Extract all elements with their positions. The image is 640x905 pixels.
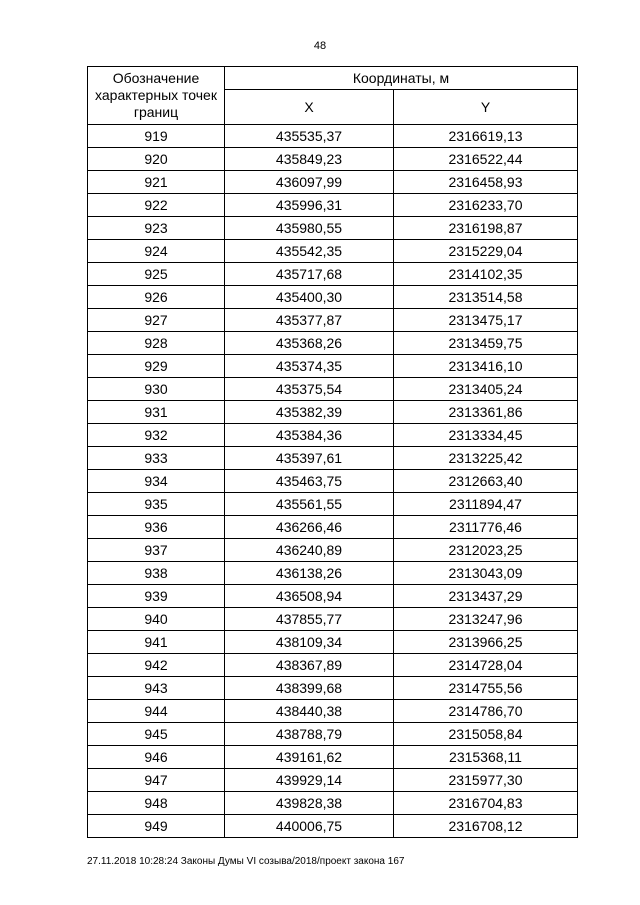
y-coordinate-cell: 2316522,44 bbox=[394, 148, 578, 171]
x-coordinate-cell: 436266,46 bbox=[225, 516, 394, 539]
y-coordinate-cell: 2315977,30 bbox=[394, 769, 578, 792]
x-coordinate-cell: 438367,89 bbox=[225, 654, 394, 677]
page-number: 48 bbox=[313, 40, 327, 52]
y-coordinate-cell: 2314728,04 bbox=[394, 654, 578, 677]
x-coordinate-cell: 435368,26 bbox=[225, 332, 394, 355]
point-id-cell: 948 bbox=[88, 792, 225, 815]
point-id-cell: 928 bbox=[88, 332, 225, 355]
x-coordinate-cell: 435996,31 bbox=[225, 194, 394, 217]
y-coordinate-cell: 2312663,40 bbox=[394, 470, 578, 493]
point-id-cell: 938 bbox=[88, 562, 225, 585]
y-coordinate-cell: 2315368,11 bbox=[394, 746, 578, 769]
table-row bbox=[88, 608, 578, 631]
table-row bbox=[88, 148, 578, 171]
x-coordinate-cell: 436097,99 bbox=[225, 171, 394, 194]
x-coordinate-cell: 435849,23 bbox=[225, 148, 394, 171]
y-header: Y bbox=[394, 90, 578, 125]
point-id-cell: 919 bbox=[88, 125, 225, 148]
table-row bbox=[88, 378, 578, 401]
point-id-cell: 941 bbox=[88, 631, 225, 654]
x-coordinate-cell: 435397,61 bbox=[225, 447, 394, 470]
point-id-cell: 940 bbox=[88, 608, 225, 631]
x-coordinate-cell: 438788,79 bbox=[225, 723, 394, 746]
table-row bbox=[88, 700, 578, 723]
coordinates-table bbox=[87, 66, 578, 838]
table-row bbox=[88, 286, 578, 309]
table-row bbox=[88, 171, 578, 194]
table-row bbox=[88, 217, 578, 240]
y-coordinate-cell: 2313225,42 bbox=[394, 447, 578, 470]
y-coordinate-cell: 2316198,87 bbox=[394, 217, 578, 240]
table-row bbox=[88, 332, 578, 355]
y-coordinate-cell: 2316233,70 bbox=[394, 194, 578, 217]
y-coordinate-cell: 2313405,24 bbox=[394, 378, 578, 401]
y-coordinate-cell: 2313475,17 bbox=[394, 309, 578, 332]
point-id-cell: 944 bbox=[88, 700, 225, 723]
x-coordinate-cell: 435542,35 bbox=[225, 240, 394, 263]
x-coordinate-cell: 438440,38 bbox=[225, 700, 394, 723]
point-id-cell: 922 bbox=[88, 194, 225, 217]
point-id-cell: 931 bbox=[88, 401, 225, 424]
x-coordinate-cell: 435561,55 bbox=[225, 493, 394, 516]
x-coordinate-cell: 435463,75 bbox=[225, 470, 394, 493]
table-row bbox=[88, 355, 578, 378]
point-id-cell: 939 bbox=[88, 585, 225, 608]
point-id-cell: 926 bbox=[88, 286, 225, 309]
table-row bbox=[88, 447, 578, 470]
table-body bbox=[88, 125, 578, 838]
table-row bbox=[88, 516, 578, 539]
table-row bbox=[88, 263, 578, 286]
table-row bbox=[88, 240, 578, 263]
coordinates-header: Координаты, м bbox=[225, 67, 578, 90]
table-row bbox=[88, 539, 578, 562]
y-coordinate-cell: 2314786,70 bbox=[394, 700, 578, 723]
x-coordinate-cell: 435980,55 bbox=[225, 217, 394, 240]
y-coordinate-cell: 2314755,56 bbox=[394, 677, 578, 700]
y-coordinate-cell: 2311776,46 bbox=[394, 516, 578, 539]
x-coordinate-cell: 436240,89 bbox=[225, 539, 394, 562]
y-coordinate-cell: 2313437,29 bbox=[394, 585, 578, 608]
y-coordinate-cell: 2313361,86 bbox=[394, 401, 578, 424]
point-id-cell: 943 bbox=[88, 677, 225, 700]
point-id-cell: 920 bbox=[88, 148, 225, 171]
point-id-cell: 949 bbox=[88, 815, 225, 838]
y-coordinate-cell: 2313043,09 bbox=[394, 562, 578, 585]
point-id-cell: 942 bbox=[88, 654, 225, 677]
x-coordinate-cell: 436508,94 bbox=[225, 585, 394, 608]
point-id-cell: 930 bbox=[88, 378, 225, 401]
header-row-1 bbox=[88, 67, 578, 90]
table-row bbox=[88, 792, 578, 815]
y-coordinate-cell: 2314102,35 bbox=[394, 263, 578, 286]
y-coordinate-cell: 2316458,93 bbox=[394, 171, 578, 194]
table-row bbox=[88, 194, 578, 217]
table-row bbox=[88, 493, 578, 516]
y-coordinate-cell: 2315058,84 bbox=[394, 723, 578, 746]
y-coordinate-cell: 2313514,58 bbox=[394, 286, 578, 309]
y-coordinate-cell: 2313416,10 bbox=[394, 355, 578, 378]
x-coordinate-cell: 435375,54 bbox=[225, 378, 394, 401]
point-id-cell: 932 bbox=[88, 424, 225, 447]
table-row bbox=[88, 585, 578, 608]
footer-text: 27.11.2018 10:28:24 Законы Думы VI созыва/2018/проект закона 167 bbox=[87, 856, 405, 867]
table-row bbox=[88, 746, 578, 769]
table-row bbox=[88, 723, 578, 746]
table-header bbox=[88, 67, 578, 125]
point-id-cell: 925 bbox=[88, 263, 225, 286]
x-coordinate-cell: 435535,37 bbox=[225, 125, 394, 148]
table-row bbox=[88, 677, 578, 700]
y-coordinate-cell: 2316619,13 bbox=[394, 125, 578, 148]
x-coordinate-cell: 435374,35 bbox=[225, 355, 394, 378]
table-row bbox=[88, 309, 578, 332]
point-id-cell: 923 bbox=[88, 217, 225, 240]
x-coordinate-cell: 435717,68 bbox=[225, 263, 394, 286]
x-coordinate-cell: 439929,14 bbox=[225, 769, 394, 792]
x-coordinate-cell: 438109,34 bbox=[225, 631, 394, 654]
x-coordinate-cell: 437855,77 bbox=[225, 608, 394, 631]
point-id-cell: 935 bbox=[88, 493, 225, 516]
point-id-cell: 929 bbox=[88, 355, 225, 378]
point-id-cell: 936 bbox=[88, 516, 225, 539]
point-id-cell: 924 bbox=[88, 240, 225, 263]
x-coordinate-cell: 436138,26 bbox=[225, 562, 394, 585]
table-row bbox=[88, 470, 578, 493]
y-coordinate-cell: 2315229,04 bbox=[394, 240, 578, 263]
point-id-cell: 937 bbox=[88, 539, 225, 562]
y-coordinate-cell: 2313966,25 bbox=[394, 631, 578, 654]
y-coordinate-cell: 2316704,83 bbox=[394, 792, 578, 815]
x-coordinate-cell: 435377,87 bbox=[225, 309, 394, 332]
y-coordinate-cell: 2316708,12 bbox=[394, 815, 578, 838]
x-coordinate-cell: 435400,30 bbox=[225, 286, 394, 309]
x-coordinate-cell: 440006,75 bbox=[225, 815, 394, 838]
table-row bbox=[88, 562, 578, 585]
point-id-cell: 921 bbox=[88, 171, 225, 194]
point-id-cell: 934 bbox=[88, 470, 225, 493]
y-coordinate-cell: 2313247,96 bbox=[394, 608, 578, 631]
y-coordinate-cell: 2313334,45 bbox=[394, 424, 578, 447]
x-coordinate-cell: 439828,38 bbox=[225, 792, 394, 815]
table-row bbox=[88, 424, 578, 447]
y-coordinate-cell: 2312023,25 bbox=[394, 539, 578, 562]
point-id-cell: 947 bbox=[88, 769, 225, 792]
point-id-cell: 945 bbox=[88, 723, 225, 746]
table-row bbox=[88, 654, 578, 677]
table-row bbox=[88, 401, 578, 424]
point-id-cell: 927 bbox=[88, 309, 225, 332]
x-coordinate-cell: 438399,68 bbox=[225, 677, 394, 700]
x-coordinate-cell: 435384,36 bbox=[225, 424, 394, 447]
x-header: X bbox=[225, 90, 394, 125]
point-id-cell: 933 bbox=[88, 447, 225, 470]
x-coordinate-cell: 435382,39 bbox=[225, 401, 394, 424]
table-row bbox=[88, 815, 578, 838]
table-row bbox=[88, 769, 578, 792]
point-id-cell: 946 bbox=[88, 746, 225, 769]
table-row bbox=[88, 125, 578, 148]
point-designation-header: Обозначение характерных точек границ bbox=[88, 67, 225, 125]
x-coordinate-cell: 439161,62 bbox=[225, 746, 394, 769]
y-coordinate-cell: 2311894,47 bbox=[394, 493, 578, 516]
y-coordinate-cell: 2313459,75 bbox=[394, 332, 578, 355]
table-row bbox=[88, 631, 578, 654]
